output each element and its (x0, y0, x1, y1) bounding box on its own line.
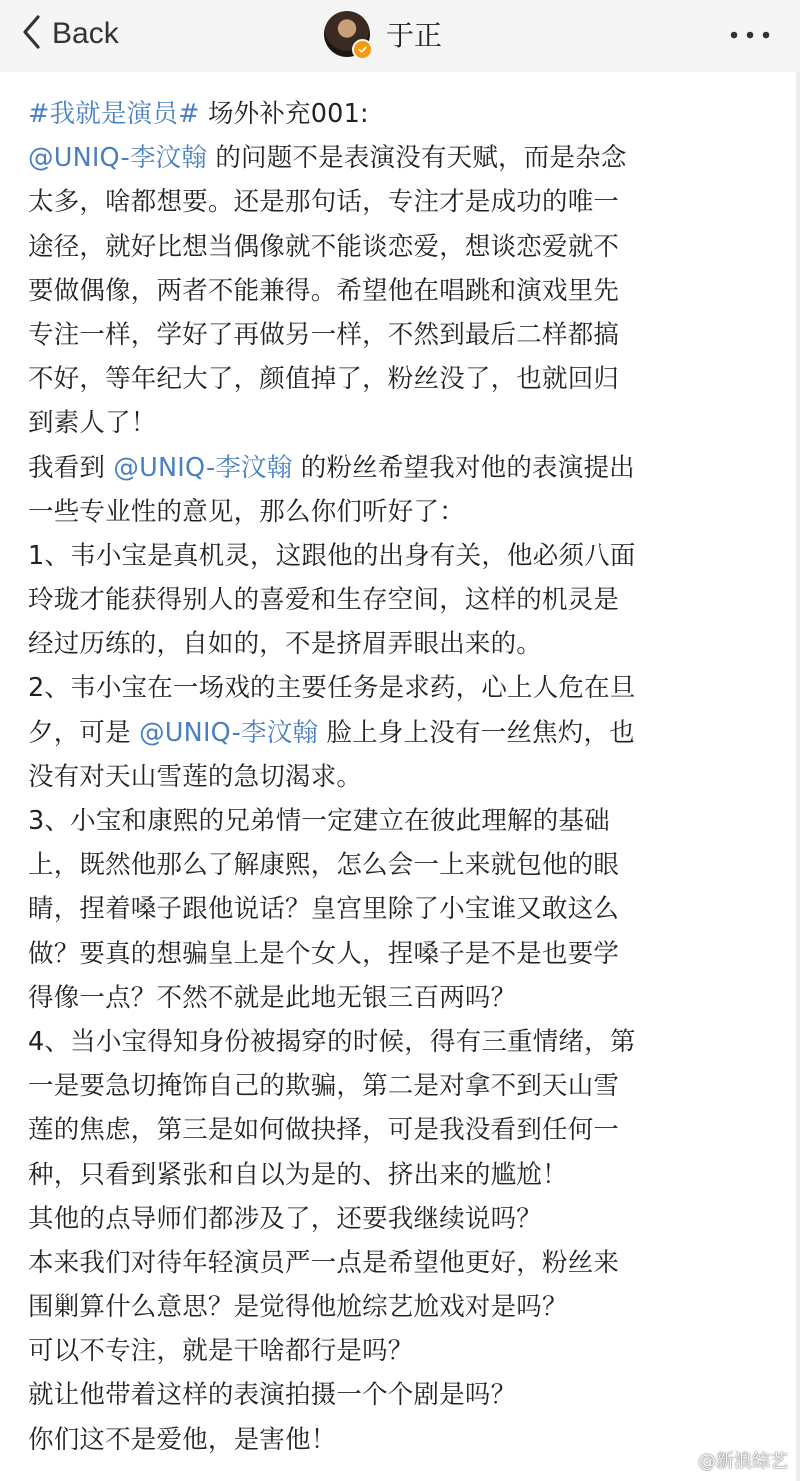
mention-link[interactable]: @UNIQ-李汶翰 (139, 717, 319, 748)
post-text: 经过历练的，自如的，不是挤眉弄眼出来的。 (28, 629, 543, 660)
post-text-line (28, 401, 773, 445)
post-text-line (28, 490, 773, 534)
post-text-line (28, 1020, 773, 1064)
post-text: 没有对天山雪莲的急切渴求。 (28, 761, 363, 792)
more-dots-icon (726, 35, 774, 54)
post-text: 一是要急切掩饰自己的欺骗，第二是对拿不到天山雪 (28, 1071, 620, 1102)
post-text-line (28, 799, 773, 843)
post-text: 种，只看到紧张和自以为是的、挤出来的尴尬！ (28, 1159, 568, 1190)
post-text-line (28, 180, 773, 224)
weibo-logo-icon (668, 1446, 698, 1473)
post-text-line (28, 313, 773, 357)
post-text: 一些专业性的意见，那么你们听好了： (28, 496, 465, 527)
post-text: 可以不专注，就是干啥都行是吗？ (28, 1336, 414, 1367)
scrollbar-track (796, 72, 800, 1481)
post-text: 的问题不是表演没有天赋，而是杂念 (207, 143, 627, 174)
post-text-line (28, 578, 773, 622)
post-text: 夕，可是 (28, 717, 140, 748)
more-button[interactable] (726, 20, 774, 50)
post-text: 途径，就好比想当偶像就不能谈恋爱，想谈恋爱就不 (28, 231, 620, 262)
post-body (28, 92, 773, 1462)
back-label: Back (52, 17, 119, 50)
post-text-line (28, 711, 773, 755)
mention-link[interactable]: @UNIQ-李汶翰 (113, 452, 293, 483)
post-text-line (28, 357, 773, 401)
post-text-line (28, 1373, 773, 1417)
post-text-line (28, 136, 773, 180)
post-text-line (28, 932, 773, 976)
post-text-line (28, 1241, 773, 1285)
post-text: 场外补充001: (199, 99, 369, 129)
post-text-line (28, 225, 773, 269)
post-text-line (28, 1285, 773, 1329)
post-text: 我看到 (28, 452, 114, 483)
post-text: 4、当小宝得知身份被揭穿的时候，得有三重情绪，第 (28, 1026, 636, 1057)
post-text: 到素人了！ (28, 408, 157, 439)
post-text: 脸上身上没有一丝焦灼，也 (318, 717, 635, 748)
watermark (668, 1446, 788, 1473)
post-text: 你们这不是爱他，是害他！ (28, 1424, 337, 1455)
post-text: 围剿算什么意思？是觉得他尬综艺尬戏对是吗？ (28, 1292, 568, 1323)
post-text: 专注一样，学好了再做另一样，不然到最后二样都搞 (28, 319, 620, 350)
post-text: 做？要真的想骗皇上是个女人，捏嗓子是不是也要学 (28, 938, 620, 969)
watermark-text: @新浪综艺 (698, 1450, 788, 1472)
post-text: 其他的点导师们都涉及了，还要我继续说吗？ (28, 1203, 543, 1234)
post-text-line (28, 622, 773, 666)
post-text: 玲珑才能获得别人的喜爱和生存空间，这样的机灵是 (28, 585, 620, 616)
post-text: 要做偶像，两者不能兼得。希望他在唱跳和演戏里先 (28, 275, 620, 306)
page-title: 于正 (386, 19, 443, 52)
post-text-line (28, 92, 773, 136)
post-text: 2、韦小宝在一场戏的主要任务是求药，心上人危在旦 (28, 673, 636, 704)
top-nav-bar (0, 0, 800, 72)
post-text: 上，既然他那么了解康熙，怎么会一上来就包他的眼 (28, 850, 620, 881)
avatar[interactable] (324, 11, 370, 57)
post-text-line (28, 1197, 773, 1241)
post-text: 睛，捏着嗓子跟他说话？皇宫里除了小宝谁又敢这么 (28, 894, 620, 925)
post-text-line (28, 976, 773, 1020)
post-text: 1、韦小宝是真机灵，这跟他的出身有关，他必须八面 (28, 540, 636, 571)
post-text: 3、小宝和康熙的兄弟情一定建立在彼此理解的基础 (28, 806, 610, 836)
post-text-line (28, 755, 773, 799)
post-text-line (28, 843, 773, 887)
hashtag-link[interactable]: #我就是演员# (28, 99, 200, 129)
post-text: 就让他带着这样的表演拍摄一个个剧是吗？ (28, 1380, 517, 1411)
post-text-line (28, 666, 773, 710)
post-text-line (28, 887, 773, 931)
post-text-line (28, 269, 773, 313)
post-text: 莲的焦虑，第三是如何做抉择，可是我没看到任何一 (28, 1115, 620, 1146)
post-text-line (28, 446, 773, 490)
post-text: 的粉丝希望我对他的表演提出 (292, 452, 635, 483)
post-text: 太多，啥都想要。还是那句话，专注才是成功的唯一 (28, 187, 620, 218)
post-text-line (28, 1064, 773, 1108)
profile-header[interactable] (324, 10, 442, 58)
mention-link[interactable]: @UNIQ-李汶翰 (28, 143, 208, 174)
post-text: 得像一点？不然不就是此地无银三百两吗？ (28, 982, 517, 1013)
post-text: 不好，等年纪大了，颜值掉了，粉丝没了，也就回归 (28, 364, 620, 395)
post-text: 本来我们对待年轻演员严一点是希望他更好，粉丝来 (28, 1247, 620, 1278)
post-text-line (28, 534, 773, 578)
chevron-left-icon (20, 14, 44, 54)
post-text-line (28, 1329, 773, 1373)
post-text-line (28, 1153, 773, 1197)
post-text-line (28, 1418, 773, 1462)
post-text-line (28, 1108, 773, 1152)
back-button[interactable] (20, 12, 119, 56)
verified-badge-icon (352, 39, 373, 60)
